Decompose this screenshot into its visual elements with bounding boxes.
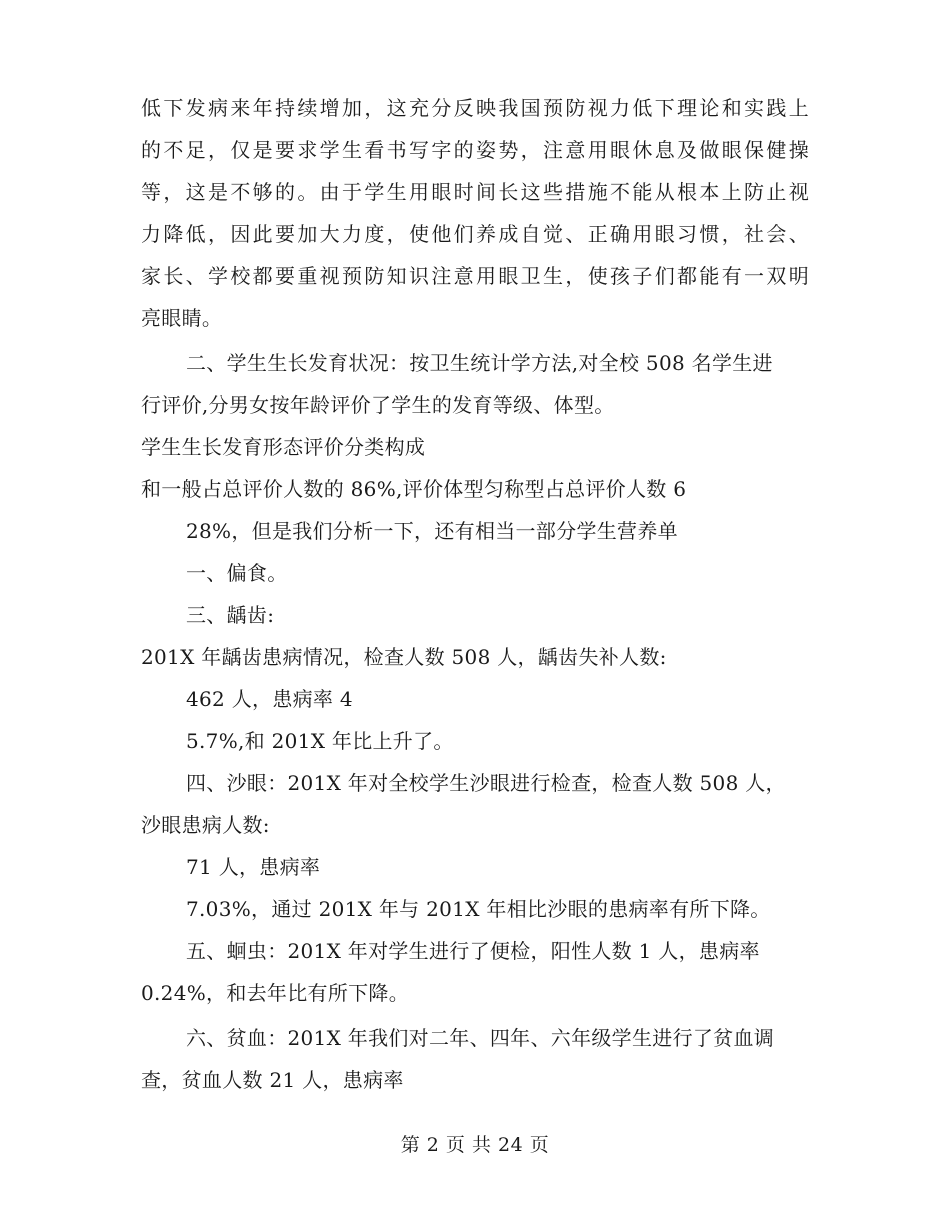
section-2-heading-line: 二、学生生长发育状况：按卫生统计学方法,对全校 508 名学生进 [186,351,773,375]
body-line-3: 等，这是不够的。由于学生用眼时间长这些措施不能从根本上防止视 [141,180,809,204]
body-line-10: 和一般占总评价人数的 86%,评价体型匀称型占总评价人数 6 [141,477,687,501]
body-line-22: 0.24%，和去年比有所下降。 [141,981,410,1005]
body-line-8: 行评价,分男女按年龄评价了学生的发育等级、体型。 [141,393,615,417]
section-6-heading-line: 六、贫血：201X 年我们对二年、四年、六年级学生进行了贫血调 [186,1026,775,1050]
body-line-19: 71 人，患病率 [186,855,321,879]
body-line-11: 28%，但是我们分析一下，还有相当一部分学生营养单 [186,519,678,543]
body-line-14: 201X 年龋齿患病情况，检查人数 508 人，龋齿失补人数: [141,645,667,669]
section-5-heading-line: 五、蛔虫：201X 年对学生进行了便检，阳性人数 1 人，患病率 [186,939,760,963]
body-line-2: 的不足，仅是要求学生看书写字的姿势，注意用眼休息及做眼保健操 [141,138,809,162]
body-line-16: 5.7%,和 201X 年比上升了。 [186,729,454,753]
body-line-20: 7.03%，通过 201X 年与 201X 年相比沙眼的患病率有所下降。 [186,897,771,921]
body-line-18: 沙眼患病人数: [141,813,270,837]
body-line-15: 462 人，患病率 4 [186,687,353,711]
body-line-12: 一、偏食。 [186,561,288,585]
section-4-heading-line: 四、沙眼：201X 年对全校学生沙眼进行检查，检查人数 508 人， [186,771,786,795]
body-line-6: 亮眼睛。 [141,306,223,330]
body-line-5: 家长、学校都要重视预防知识注意用眼卫生，使孩子们都能有一双明 [141,264,809,288]
body-line-1: 低下发病来年持续增加，这充分反映我国预防视力低下理论和实践上 [141,96,809,120]
body-line-4: 力降低，因此要加大力度，使他们养成自觉、正确用眼习惯，社会、 [141,222,809,246]
body-line-9: 学生生长发育形态评价分类构成 [141,435,426,459]
page-number-footer: 第 2 页 共 24 页 [400,1134,550,1156]
section-3-heading: 三、龋齿: [186,603,275,627]
body-line-24: 查，贫血人数 21 人，患病率 [141,1068,404,1092]
